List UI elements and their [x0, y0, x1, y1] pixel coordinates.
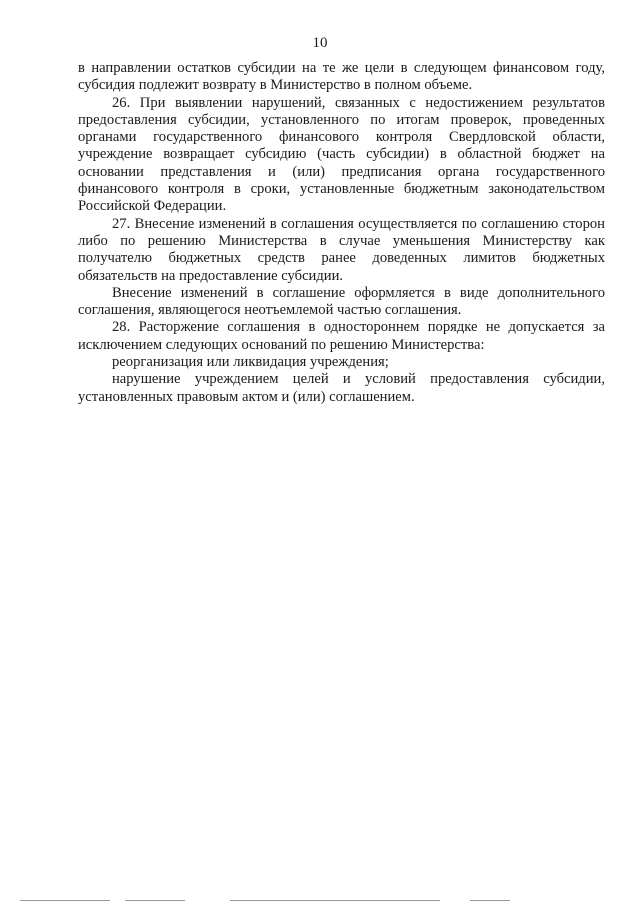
- paragraph-27-amendment: Внесение изменений в соглашение оформляется в виде дополнительного соглашения, являющегося неотъемлемой частью соглашения.: [78, 284, 605, 319]
- paragraph-continuation: в направлении остатков субсидии на те же цели в следующем финансовом году, субсидия подлежит возврату в Министерство в полном объеме.: [78, 60, 605, 94]
- scan-artifact-line: [470, 900, 510, 901]
- paragraph-28: 28. Расторжение соглашения в одностороннем порядке не допускается за исключением следующих оснований по решению Министерства:: [78, 319, 605, 353]
- scan-artifact-line: [125, 900, 185, 901]
- scan-artifact-line: [230, 900, 440, 901]
- paragraph-28-violation: нарушение учреждением целей и условий предоставления субсидии, установленных правовым актом и (или) соглашением.: [78, 371, 605, 405]
- paragraph-27: 27. Внесение изменений в соглашения осуществляется по соглашению сторон либо по решению Министерства в случае уменьшения Министерству как получателю бюджетных средств ранее доведенных лимитов бюджетных обязательств на предоставление субсидии.: [78, 215, 605, 284]
- paragraph-28-reorganization: реорганизация или ликвидация учреждения;: [112, 354, 389, 371]
- paragraph-26: 26. При выявлении нарушений, связанных с недостижением результатов предоставления субсидии, установленного по итогам проверок, проведенных органами государственного финансового контроля Свердловской области, учреждение возвращает субсидию (часть субсидии) в областной бюджет на основании представления и (или) предписания органа государственного финансового контроля в сроки, установленные бюджетным законодательством Российской Федерации.: [78, 94, 605, 215]
- scan-artifact-line: [20, 900, 110, 901]
- page-number: 10: [312, 35, 328, 51]
- document-body: [78, 60, 605, 406]
